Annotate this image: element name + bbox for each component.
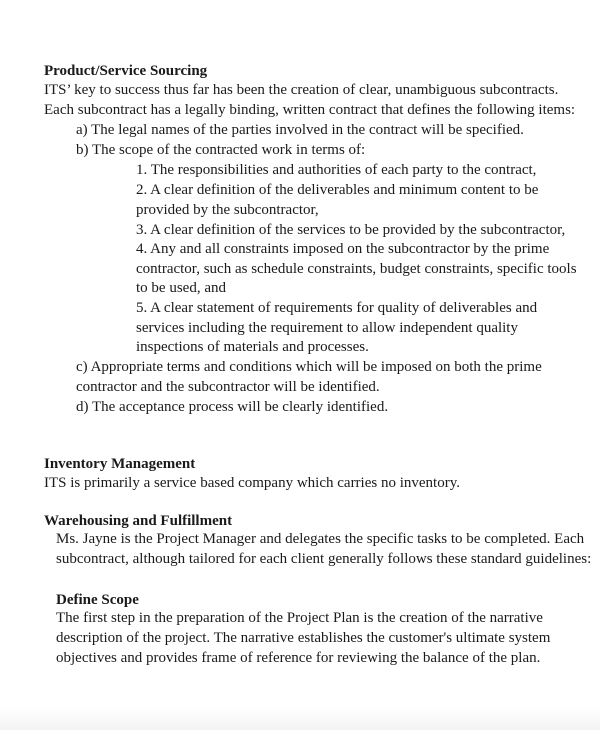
paragraph-line: subcontract, although tailored for each client generally follows these standard guidelines:: [56, 551, 592, 567]
sub-list-item: 4. Any and all constraints imposed on the subcontractor by the prime: [136, 241, 550, 257]
list-item-a: a) The legal names of the parties involved in the contract will be specified.: [76, 122, 524, 138]
sub-list-item: 3. A clear definition of the services to be provided by the subcontractor,: [136, 222, 566, 238]
section-heading-product-sourcing: Product/Service Sourcing: [44, 63, 208, 79]
sub-list-item: 1. The responsibilities and authorities of each party to the contract,: [136, 162, 537, 178]
sub-list-item-continued: to be used, and: [136, 280, 226, 296]
sub-list-item-continued: contractor, such as schedule constraints, budget constraints, specific tools: [136, 261, 577, 277]
section-heading-inventory: Inventory Management: [44, 456, 196, 472]
list-item-b: b) The scope of the contracted work in terms of:: [76, 142, 366, 158]
sub-list-item-continued: inspections of materials and processes.: [136, 339, 369, 355]
paragraph-line: ITS’ key to success thus far has been the creation of clear, unambiguous subcontracts.: [44, 82, 559, 98]
sub-list-item-continued: provided by the subcontractor,: [136, 202, 319, 218]
section-heading-define-scope: Define Scope: [56, 592, 139, 608]
paragraph-line: objectives and provides frame of reference for reviewing the balance of the plan.: [56, 650, 541, 666]
page-bottom-edge: [0, 708, 600, 730]
paragraph-line: description of the project. The narrative establishes the customer's ultimate system: [56, 630, 551, 646]
list-item-c: c) Appropriate terms and conditions which will be imposed on both the prime: [76, 359, 542, 375]
sub-list-item: 5. A clear statement of requirements for quality of deliverables and: [136, 300, 538, 316]
paragraph-line: Each subcontract has a legally binding, written contract that defines the following items:: [44, 102, 576, 118]
paragraph-line: Ms. Jayne is the Project Manager and delegates the specific tasks to be completed. Each: [56, 531, 585, 547]
paragraph-line: ITS is primarily a service based company which carries no inventory.: [44, 475, 460, 491]
sub-list-item-continued: services including the requirement to allow independent quality: [136, 320, 518, 336]
list-item-d: d) The acceptance process will be clearly identified.: [76, 399, 389, 415]
section-heading-warehousing: Warehousing and Fulfillment: [44, 513, 233, 529]
sub-list-item: 2. A clear definition of the deliverables and minimum content to be: [136, 182, 539, 198]
paragraph-line: The first step in the preparation of the Project Plan is the creation of the narrative: [56, 610, 543, 626]
list-item-c-continued: contractor and the subcontractor will be identified.: [76, 379, 380, 395]
